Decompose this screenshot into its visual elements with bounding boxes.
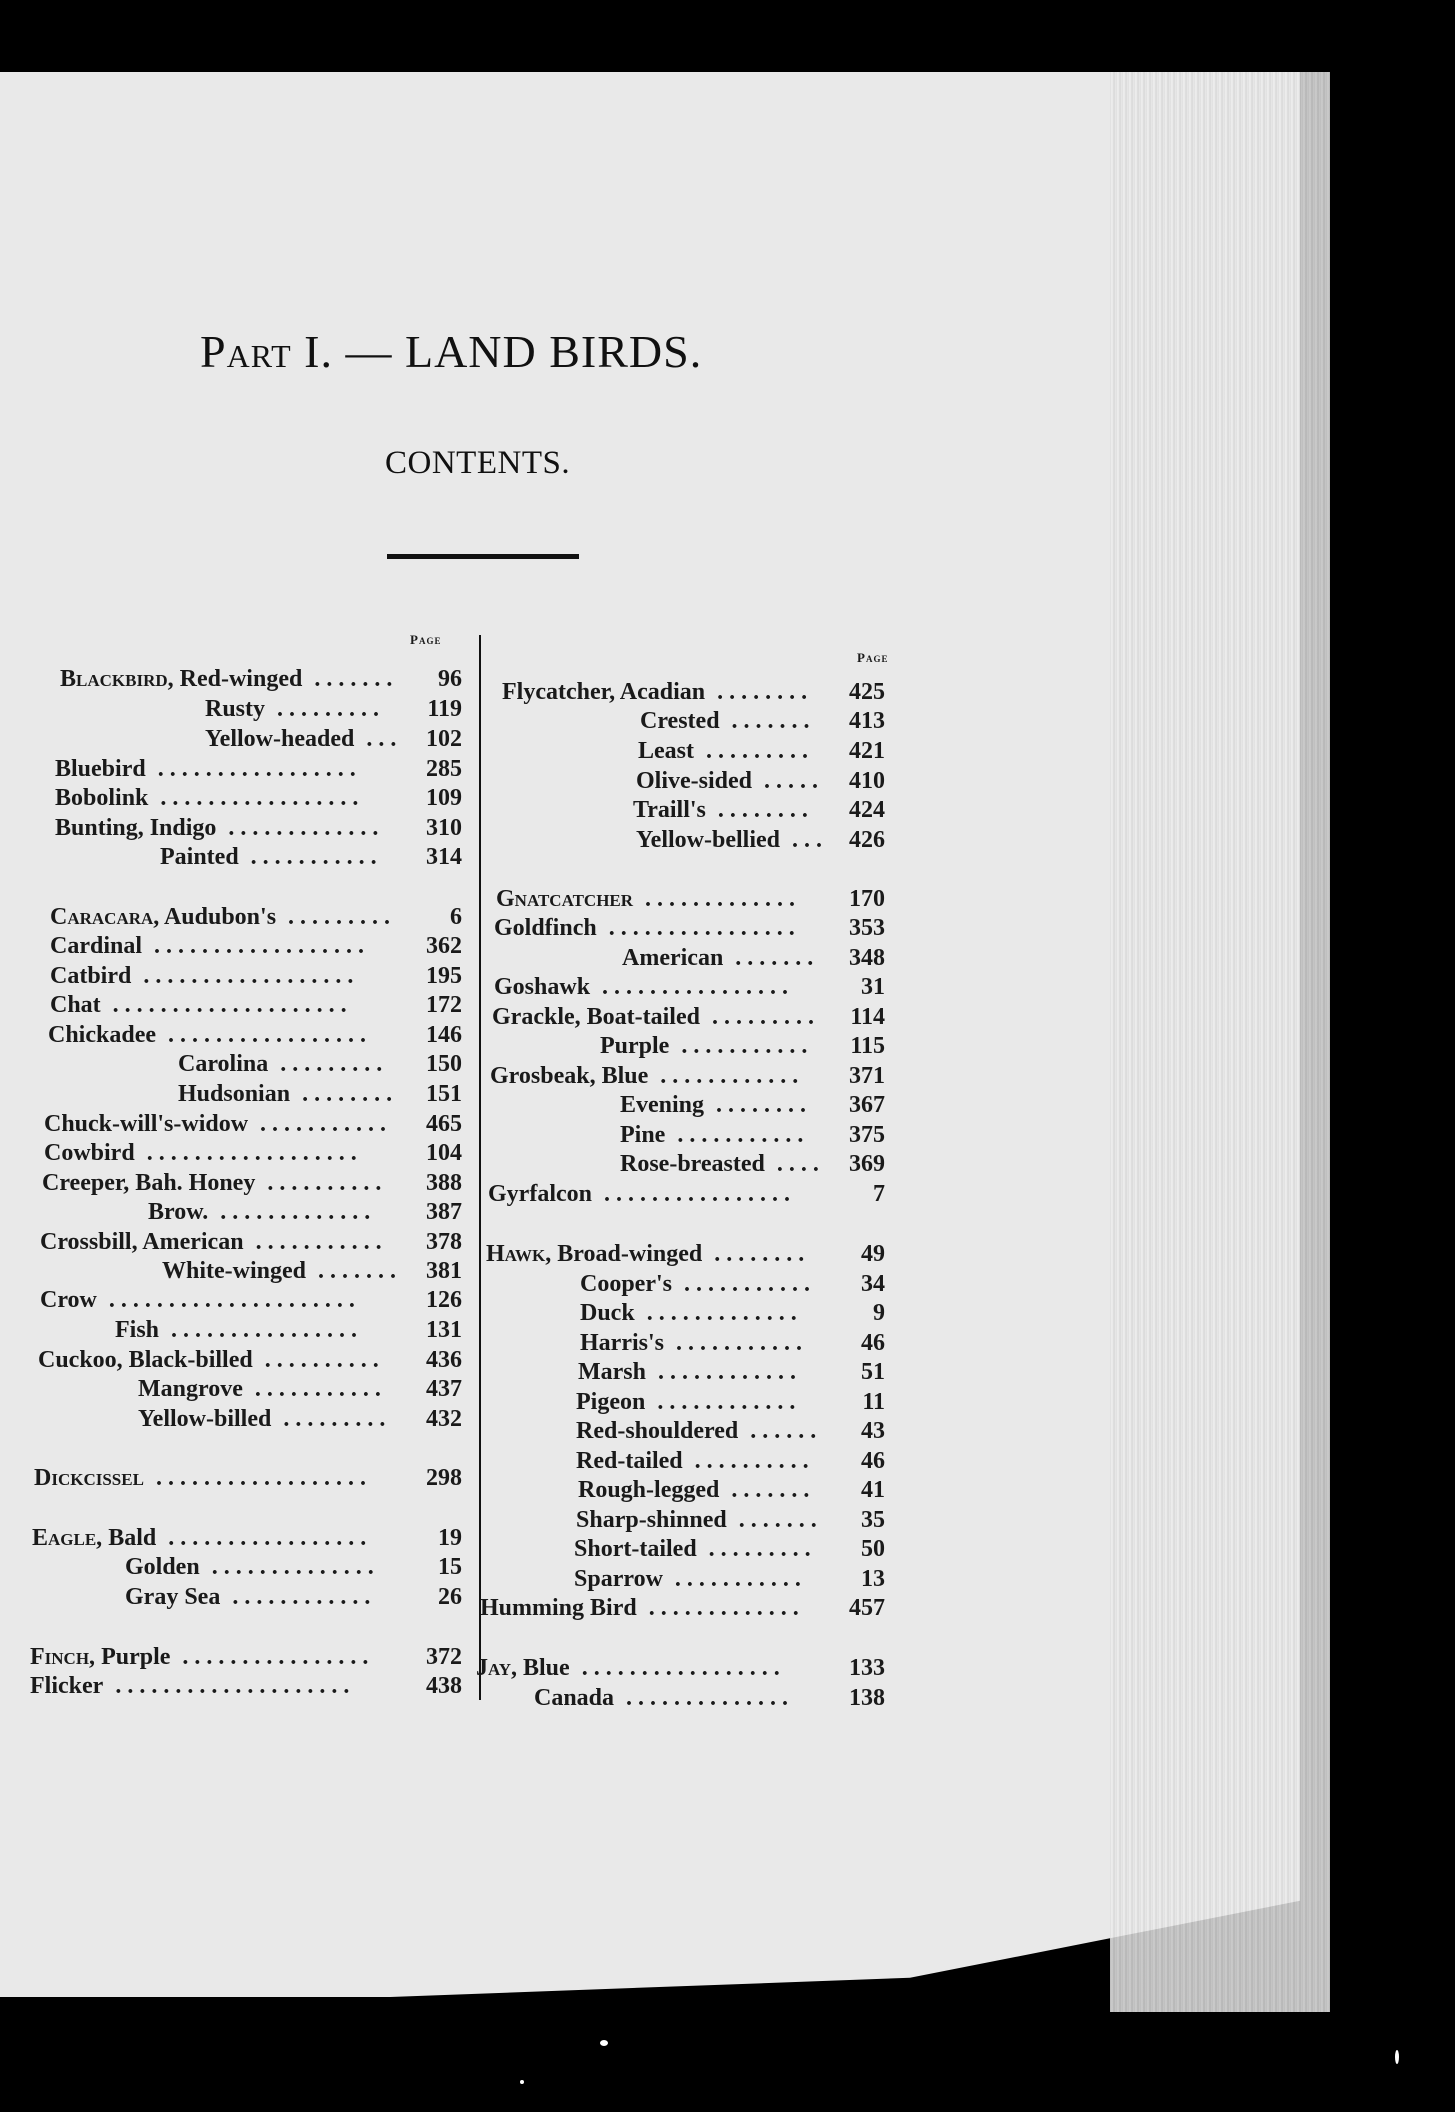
leader-dots: ................ xyxy=(590,974,795,1000)
leader-dots: ... xyxy=(354,726,403,752)
entry-label: Goshawk xyxy=(494,974,591,1000)
entry-label: Yellow-headed xyxy=(205,726,355,752)
left-page-number: 150 xyxy=(426,1051,462,1077)
leader-dots: ................. xyxy=(156,1022,372,1048)
leader-dots: ....... xyxy=(719,1477,816,1503)
left-index-entry xyxy=(40,1286,361,1314)
left-index-entry xyxy=(138,1405,391,1433)
leader-dots: ................. xyxy=(145,756,362,782)
right-index-entry xyxy=(622,944,819,972)
right-index-entry xyxy=(620,1091,812,1119)
page-edge xyxy=(1110,72,1330,2012)
entry-label: Gray Sea xyxy=(125,1584,221,1610)
leader-dots: ............. xyxy=(208,1199,377,1225)
right-page-number: 35 xyxy=(861,1507,885,1533)
entry-label: Least xyxy=(638,738,694,764)
right-page-number: 457 xyxy=(849,1595,885,1621)
entry-label: Broad-winged xyxy=(551,1241,703,1267)
entry-label: Olive-sided xyxy=(636,768,753,794)
left-index-entry xyxy=(55,755,362,783)
left-page-number: 102 xyxy=(426,726,462,752)
right-page-number: 115 xyxy=(850,1033,885,1059)
title-part-word: Part xyxy=(200,326,292,377)
entry-label: Red-tailed xyxy=(576,1448,683,1474)
entry-label: Yellow-bellied xyxy=(636,827,780,853)
left-index-entry xyxy=(30,1643,374,1671)
left-index-entry xyxy=(55,784,364,812)
right-index-entry xyxy=(480,1594,805,1622)
left-index-entry xyxy=(115,1316,363,1344)
entry-label: Cuckoo, Black-billed xyxy=(38,1347,253,1373)
entry-label: Bunting, Indigo xyxy=(55,815,217,841)
leader-dots: ................. xyxy=(148,785,365,811)
left-index-entry xyxy=(205,725,402,753)
entry-label: Cooper's xyxy=(580,1271,672,1297)
entry-label: Grosbeak, Blue xyxy=(490,1063,649,1089)
leader-dots: .................. xyxy=(134,1140,363,1166)
entry-label: Painted xyxy=(160,844,239,870)
right-index-entry xyxy=(576,1447,815,1475)
right-index-entry xyxy=(534,1684,794,1712)
left-page-number: 119 xyxy=(427,696,462,722)
leader-dots: .......... xyxy=(682,1448,815,1474)
leader-dots: ............. xyxy=(216,815,385,841)
left-index-entry xyxy=(48,1021,372,1049)
left-index-entry xyxy=(138,1375,387,1403)
entry-label: Humming Bird xyxy=(480,1595,637,1621)
leader-dots: ........... xyxy=(248,1111,393,1137)
left-page-number: 465 xyxy=(426,1111,462,1137)
right-index-entry xyxy=(580,1299,803,1327)
entry-label: Sharp-shinned xyxy=(576,1507,727,1533)
leader-dots: ....... xyxy=(723,945,820,971)
leader-dots: ................. xyxy=(156,1525,373,1551)
right-page-number: 133 xyxy=(849,1655,885,1681)
right-index-entry xyxy=(580,1270,816,1298)
leader-dots: ...... xyxy=(738,1418,823,1444)
entry-heading-word: Dickcissel xyxy=(34,1465,144,1491)
contents-heading: CONTENTS. xyxy=(385,445,571,481)
left-index-entry xyxy=(55,814,384,842)
left-index-entry xyxy=(50,932,370,960)
entry-label: Blue xyxy=(517,1655,570,1681)
right-index-entry xyxy=(490,1062,804,1090)
entry-label: Crested xyxy=(640,708,720,734)
leader-dots: ............ xyxy=(648,1063,805,1089)
entry-label: Traill's xyxy=(633,797,706,823)
entry-label: Golden xyxy=(125,1554,200,1580)
left-index-entry xyxy=(125,1583,376,1611)
right-index-entry xyxy=(576,1388,801,1416)
right-index-entry xyxy=(620,1150,825,1178)
left-page-number: 104 xyxy=(426,1140,462,1166)
entry-label: Pigeon xyxy=(576,1389,646,1415)
leader-dots: ........... xyxy=(669,1033,814,1059)
entry-heading-word: Hawk, xyxy=(486,1241,552,1267)
leader-dots: ................ xyxy=(170,1644,375,1670)
right-index-entry xyxy=(476,1654,786,1682)
leader-dots: ........ xyxy=(290,1081,399,1107)
left-index-entry xyxy=(30,1672,355,1700)
right-page-number: 424 xyxy=(849,797,885,823)
entry-label: Flycatcher, Acadian xyxy=(502,679,706,705)
leader-dots: ......... xyxy=(271,1406,392,1432)
entry-label: Creeper, Bah. Honey xyxy=(42,1170,256,1196)
entry-label: Red-winged xyxy=(173,666,303,692)
leader-dots: ......... xyxy=(696,1536,817,1562)
right-index-entry xyxy=(576,1506,823,1534)
right-index-entry xyxy=(633,796,814,824)
left-index-entry xyxy=(34,1464,372,1492)
right-page-number: 421 xyxy=(849,738,885,764)
left-index-entry xyxy=(178,1050,388,1078)
right-index-entry xyxy=(640,707,816,735)
leader-dots: ................. xyxy=(569,1655,786,1681)
entry-label: Gyrfalcon xyxy=(488,1181,592,1207)
right-index-entry xyxy=(578,1358,802,1386)
leader-dots: ........... xyxy=(242,1376,387,1402)
entry-label: Mangrove xyxy=(138,1376,243,1402)
right-page-number: 46 xyxy=(861,1330,885,1356)
right-index-entry xyxy=(580,1329,808,1357)
leader-dots: .................. xyxy=(143,1465,372,1491)
entry-label: Duck xyxy=(580,1300,635,1326)
entry-label: Canada xyxy=(534,1685,615,1711)
entry-label: Fish xyxy=(115,1317,160,1343)
right-index-entry xyxy=(494,973,794,1001)
right-index-entry xyxy=(636,826,828,854)
left-page-number: 195 xyxy=(426,963,462,989)
leader-dots: ... xyxy=(780,827,828,853)
left-index-entry xyxy=(148,1198,376,1226)
leader-dots: .............. xyxy=(199,1554,380,1580)
entry-label: Evening xyxy=(620,1092,705,1118)
leader-dots: ........ xyxy=(705,679,814,705)
leader-dots: ........... xyxy=(665,1122,810,1148)
right-page-number: 50 xyxy=(861,1536,885,1562)
leader-dots: ......... xyxy=(699,1004,820,1030)
entry-label: Bald xyxy=(102,1525,157,1551)
entry-label: Cardinal xyxy=(50,933,143,959)
right-index-entry xyxy=(574,1535,817,1563)
left-index-entry xyxy=(44,1110,392,1138)
leader-dots: ................ xyxy=(591,1181,796,1207)
right-page-label: Page xyxy=(857,650,889,665)
entry-label: Crossbill, American xyxy=(40,1229,244,1255)
leader-dots: .................. xyxy=(142,933,371,959)
page-title xyxy=(200,325,702,378)
entry-label: Short-tailed xyxy=(574,1536,697,1562)
left-index-entry xyxy=(44,1139,363,1167)
entry-label: Pine xyxy=(620,1122,666,1148)
right-page-number: 49 xyxy=(861,1241,885,1267)
right-index-entry xyxy=(576,1417,822,1445)
column-divider xyxy=(479,635,481,1700)
left-page-number: 432 xyxy=(426,1406,462,1432)
entry-label: Chickadee xyxy=(48,1022,156,1048)
entry-label: Sparrow xyxy=(574,1566,663,1592)
right-index-entry xyxy=(502,678,813,706)
leader-dots: ............ xyxy=(220,1584,377,1610)
right-index-entry xyxy=(496,885,801,913)
left-page-number: 109 xyxy=(426,785,462,811)
right-page-number: 353 xyxy=(849,915,885,941)
leader-dots: ......... xyxy=(268,1051,389,1077)
leader-dots: ............ xyxy=(646,1359,802,1385)
entry-label: American xyxy=(622,945,724,971)
leader-dots: .................... xyxy=(103,1673,356,1699)
entry-label: Purple xyxy=(95,1644,171,1670)
leader-dots: ......... xyxy=(276,904,397,930)
left-page-number: 437 xyxy=(426,1376,462,1402)
leader-dots: .......... xyxy=(252,1347,385,1373)
right-page-number: 425 xyxy=(849,679,885,705)
right-page-number: 413 xyxy=(849,708,885,734)
left-page-number: 362 xyxy=(426,933,462,959)
left-page-number: 285 xyxy=(426,756,462,782)
right-page-number: 114 xyxy=(850,1004,885,1030)
left-page-number: 151 xyxy=(426,1081,462,1107)
left-index-entry xyxy=(125,1553,380,1581)
entry-label: Harris's xyxy=(580,1330,664,1356)
left-page-number: 298 xyxy=(426,1465,462,1491)
entry-label: Rusty xyxy=(205,696,266,722)
leader-dots: ........... xyxy=(664,1330,808,1356)
entry-heading-word: Finch, xyxy=(30,1644,96,1670)
entry-label: Audubon's xyxy=(159,904,277,930)
heading-rule xyxy=(387,554,579,559)
left-page-number: 96 xyxy=(438,666,462,692)
entry-label: Marsh xyxy=(578,1359,646,1385)
leader-dots: ........... xyxy=(672,1271,816,1297)
leader-dots: ........... xyxy=(662,1566,807,1592)
right-page-number: 41 xyxy=(861,1477,885,1503)
right-page-number: 51 xyxy=(861,1359,885,1385)
leader-dots: ....... xyxy=(719,708,816,734)
right-page-number: 11 xyxy=(862,1389,885,1415)
right-page-number: 7 xyxy=(873,1181,885,1207)
left-index-entry xyxy=(38,1346,385,1374)
entry-heading-word: Jay, xyxy=(476,1655,517,1681)
right-page-number: 367 xyxy=(849,1092,885,1118)
entry-heading-word: Caracara, xyxy=(50,904,160,930)
right-index-entry xyxy=(638,737,814,765)
leader-dots: .... xyxy=(764,1151,825,1177)
entry-label: Flicker xyxy=(30,1673,104,1699)
entry-label: Grackle, Boat-tailed xyxy=(492,1004,700,1030)
entry-label: Rough-legged xyxy=(578,1477,720,1503)
scan-speck xyxy=(1395,2050,1399,2064)
right-page-number: 46 xyxy=(861,1448,885,1474)
entry-label: Chat xyxy=(50,992,101,1018)
left-index-entry xyxy=(32,1524,372,1552)
left-index-entry xyxy=(50,903,396,931)
entry-label: Crow xyxy=(40,1287,97,1313)
right-page-number: 375 xyxy=(849,1122,885,1148)
leader-dots: ............ xyxy=(645,1389,802,1415)
entry-label: Chuck-will's-widow xyxy=(44,1111,249,1137)
leader-dots: ....... xyxy=(302,666,399,692)
entry-label: Rose-breasted xyxy=(620,1151,765,1177)
right-index-entry xyxy=(600,1032,813,1060)
left-page-number: 381 xyxy=(426,1258,462,1284)
left-page-number: 388 xyxy=(426,1170,462,1196)
left-index-entry xyxy=(42,1169,387,1197)
leader-dots: .............. xyxy=(614,1685,795,1711)
right-page-number: 13 xyxy=(861,1566,885,1592)
left-page-number: 15 xyxy=(438,1554,462,1580)
left-index-entry xyxy=(205,695,385,723)
leader-dots: ................ xyxy=(159,1317,364,1343)
leader-dots: ................ xyxy=(596,915,801,941)
leader-dots: ........... xyxy=(238,844,383,870)
entry-label: Bluebird xyxy=(55,756,146,782)
entry-label: Hudsonian xyxy=(178,1081,291,1107)
leader-dots: ........ xyxy=(705,797,814,823)
left-page-number: 6 xyxy=(450,904,462,930)
scan-speck xyxy=(520,2080,524,2084)
entry-label: White-winged xyxy=(162,1258,306,1284)
right-index-entry xyxy=(578,1476,815,1504)
left-index-entry xyxy=(178,1080,398,1108)
left-page-number: 172 xyxy=(426,992,462,1018)
leader-dots: ........... xyxy=(243,1229,388,1255)
left-page-number: 372 xyxy=(426,1644,462,1670)
entry-heading-word: Eagle, xyxy=(32,1525,103,1551)
right-page-number: 371 xyxy=(849,1063,885,1089)
right-page-number: 348 xyxy=(849,945,885,971)
leader-dots: ..... xyxy=(752,768,825,794)
leader-dots: ........ xyxy=(704,1092,813,1118)
right-page-number: 410 xyxy=(849,768,885,794)
right-page-number: 170 xyxy=(849,886,885,912)
leader-dots: ..................... xyxy=(96,1287,361,1313)
right-index-entry xyxy=(494,914,801,942)
left-index-entry xyxy=(50,962,359,990)
leader-dots: .................. xyxy=(131,963,360,989)
entry-heading-word: Blackbird, xyxy=(60,666,174,692)
left-page-number: 314 xyxy=(426,844,462,870)
left-index-entry xyxy=(162,1257,402,1285)
leader-dots: ............. xyxy=(634,1300,803,1326)
left-index-entry xyxy=(50,991,353,1019)
leader-dots: ........ xyxy=(702,1241,811,1267)
left-page-number: 26 xyxy=(438,1584,462,1610)
right-index-entry xyxy=(636,767,824,795)
left-index-entry xyxy=(40,1228,388,1256)
left-page-number: 131 xyxy=(426,1317,462,1343)
leader-dots: ............. xyxy=(636,1595,805,1621)
leader-dots: ......... xyxy=(694,738,814,764)
leader-dots: ....... xyxy=(306,1258,402,1284)
leader-dots: ......... xyxy=(265,696,386,722)
right-page-number: 138 xyxy=(849,1685,885,1711)
leader-dots: ............. xyxy=(633,886,802,912)
leader-dots: ....... xyxy=(726,1507,823,1533)
entry-label: Catbird xyxy=(50,963,132,989)
left-index-entry xyxy=(60,665,398,693)
right-page-number: 43 xyxy=(861,1418,885,1444)
entry-label: Yellow-billed xyxy=(138,1406,272,1432)
left-page-number: 436 xyxy=(426,1347,462,1373)
entry-label: Cowbird xyxy=(44,1140,135,1166)
right-page-number: 34 xyxy=(861,1271,885,1297)
right-index-entry xyxy=(488,1180,796,1208)
left-page-number: 19 xyxy=(438,1525,462,1551)
right-page-number: 31 xyxy=(861,974,885,1000)
right-index-entry xyxy=(492,1003,820,1031)
left-page-number: 146 xyxy=(426,1022,462,1048)
entry-label: Bobolink xyxy=(55,785,149,811)
left-page-number: 126 xyxy=(426,1287,462,1313)
entry-label: Goldfinch xyxy=(494,915,597,941)
left-page-number: 378 xyxy=(426,1229,462,1255)
scan-speck xyxy=(600,2040,608,2046)
entry-heading-word: Gnatcatcher xyxy=(496,886,634,912)
right-index-entry xyxy=(486,1240,810,1268)
right-page-number: 426 xyxy=(849,827,885,853)
right-page-number: 369 xyxy=(849,1151,885,1177)
entry-label: Carolina xyxy=(178,1051,269,1077)
title-text: I. — LAND BIRDS. xyxy=(304,326,703,377)
leader-dots: .................... xyxy=(100,992,353,1018)
entry-label: Brow. xyxy=(148,1199,209,1225)
right-index-entry xyxy=(620,1121,809,1149)
right-page-number: 9 xyxy=(873,1300,885,1326)
left-page-label: Page xyxy=(410,632,442,647)
left-page-number: 387 xyxy=(426,1199,462,1225)
left-index-entry xyxy=(160,843,383,871)
right-index-entry xyxy=(574,1565,807,1593)
left-page-number: 438 xyxy=(426,1673,462,1699)
entry-label: Purple xyxy=(600,1033,670,1059)
entry-label: Red-shouldered xyxy=(576,1418,739,1444)
leader-dots: .......... xyxy=(255,1170,388,1196)
left-page-number: 310 xyxy=(426,815,462,841)
